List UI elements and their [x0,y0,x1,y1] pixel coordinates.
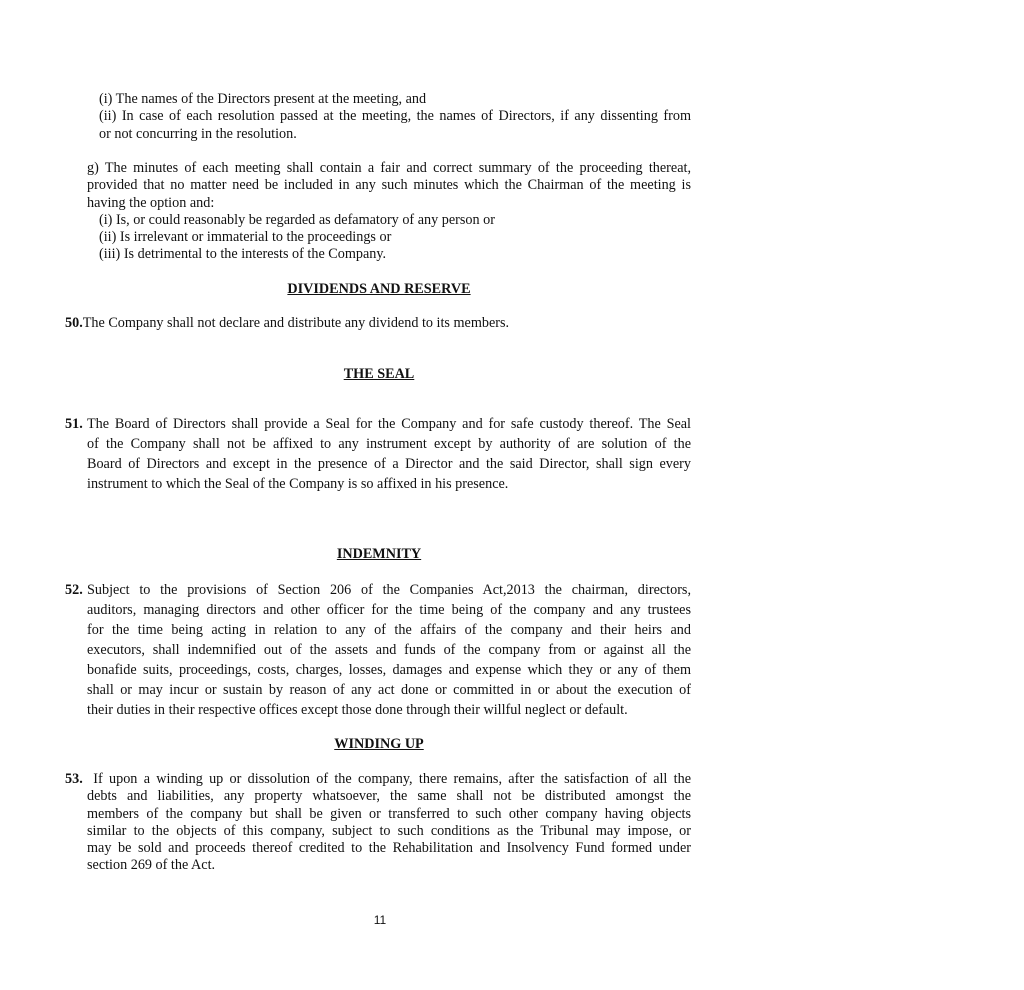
clause-50 [65,315,509,332]
clause-51-body [87,414,691,494]
seal-heading: THE SEAL [343,366,415,382]
clause-53-line: If upon a winding up or dissolution of the company, there remains, after the satisfaction of all the [87,771,691,787]
clause-52-line: executors, shall indemnified out of the assets and funds of the company from or against all the [87,642,691,658]
clause-52-number: 52. [65,582,83,598]
clause-50-number: 50. [65,315,83,331]
clause-52-line: their duties in their respective offices except those done through their willful neglect or default. [87,702,628,718]
dividends-heading: DIVIDENDS AND RESERVE [287,281,471,297]
winding-up-heading: WINDING UP [334,736,424,752]
clause-51-line: The Board of Directors shall provide a Seal for the Company and for safe custody thereof. The Seal [87,416,691,432]
clause-52-line: bonafide suits, proceedings, costs, charges, losses, damages and expense which they or any of them [87,662,691,678]
minutes-item-ii-line2: or not concurring in the resolution. [99,126,297,142]
clause-51-number: 51. [65,416,83,432]
minutes-item-i: (i) The names of the Directors present at the meeting, and [99,91,427,107]
clause-53-line: section 269 of the Act. [87,857,216,874]
clause-g-line3: having the option and: [87,195,215,211]
clause-53-number: 53. [65,771,83,787]
clause-52-body [87,580,691,720]
clause-53-body [87,771,691,875]
clause-52-line: shall or may incur or sustain by reason of any act done or committed in or about the execution of [87,682,691,698]
clause-53-line: debts and liabilities, any property whatsoever, the same shall not be distributed amongst the [87,788,691,805]
clause-52-line: Subject to the provisions of Section 206 of the Companies Act,2013 the chairman, directors, [87,582,691,598]
clause-52-line: for the time being acting in relation to any of the affairs of the company and their heirs and [87,622,691,638]
clause-53-line: similar to the objects of this company, subject to such conditions as the Tribunal may impose, or [87,822,691,839]
clause-51-line: of the Company shall not be affixed to any instrument except by authority of are solution of the [87,436,691,452]
clause-53-line: may be sold and proceeds thereof credited to the Rehabilitation and Insolvency Fund formed under [87,840,691,857]
indemnity-heading: INDEMNITY [336,546,422,562]
clause-51-line: Board of Directors and except in the presence of a Director and the said Director, shall sign every [87,456,691,472]
minutes-item-ii-line1: (ii) In case of each resolution passed at the meeting, the names of Directors, if any dissenting from [99,108,691,124]
clause-g-line2: provided that no matter need be included in any such minutes which the Chairman of the meeting is [87,177,691,193]
clause-g-sub-iii: (iii) Is detrimental to the interests of the Company. [99,246,387,262]
clause-52-line: auditors, managing directors and other officer for the time being of the company and any trustees [87,602,691,618]
clause-53-line: members of the company but shall be given or transferred to such other company having objects [87,805,691,822]
clause-g-sub-ii: (ii) Is irrelevant or immaterial to the proceedings or [99,229,392,245]
clause-g-line1: g) The minutes of each meeting shall contain a fair and correct summary of the proceeding thereat, [87,160,691,176]
clause-50-text: The Company shall not declare and distribute any dividend to its members. [82,315,510,331]
clause-51-line: instrument to which the Seal of the Company is so affixed in his presence. [87,476,509,492]
clause-g-sub-i: (i) Is, or could reasonably be regarded as defamatory of any person or [99,212,495,228]
page-number: 11 [373,913,387,927]
